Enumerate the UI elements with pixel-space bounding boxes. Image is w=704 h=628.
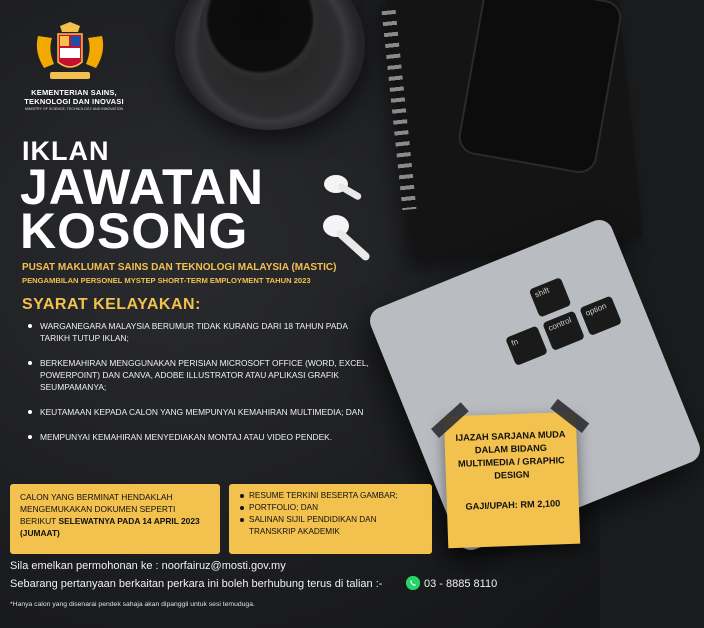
- ministry-name: [14, 88, 134, 112]
- document-item: RESUME TERKINI BESERTA GAMBAR;: [239, 490, 422, 502]
- earbud-icon: [322, 172, 368, 212]
- headline-kosong: KOSONG: [20, 203, 249, 259]
- application-email[interactable]: Sila emelkan permohonan ke : noorfairuz@mosti.gov.my: [10, 560, 286, 572]
- laptop-key: option: [579, 295, 622, 336]
- job-qualification-card: [444, 412, 581, 549]
- ministry-name-line: TEKNOLOGI DAN INOVASI: [24, 97, 124, 106]
- whatsapp-icon: [406, 576, 420, 590]
- job-qualification: IJAZAH SARJANA MUDA DALAM BIDANG MULTIMEDIA / GRAPHIC DESIGN: [455, 429, 566, 481]
- contact-phone-number[interactable]: 03 - 8885 8110: [424, 578, 498, 590]
- application-text: CALON YANG BERMINAT HENDAKLAH MENGEMUKAKAN DOKUMEN SEPERTI BERIKUT: [20, 492, 176, 526]
- requirement-item: WARGANEGARA MALAYSIA BERUMUR TIDAK KURANG DARI 18 TAHUN PADA TARIKH TUTUP IKLAN;: [26, 320, 371, 344]
- headline-jawatan: JAWATAN: [20, 159, 265, 215]
- document-item: PORTFOLIO; DAN: [239, 502, 422, 514]
- ministry-english-name: MINISTRY OF SCIENCE, TECHNOLOGY AND INNOVATION: [24, 107, 124, 111]
- headline-iklan: IKLAN: [22, 136, 110, 166]
- requirement-item: BERKEMAHIRAN MENGGUNAKAN PERISIAN MICROSOFT OFFICE (WORD, EXCEL, POWERPOINT) DAN CANVA, ADOBE ILLUSTRATOR ATAU APLIKASI GRAFIK SEUMPAMANYA;: [26, 357, 371, 393]
- requirements-heading: SYARAT KELAYAKAN:: [22, 296, 201, 313]
- footnote: *Hanya calon yang disenarai pendek sahaja akan dipanggil untuk sesi temuduga.: [10, 601, 255, 608]
- laptop-key: fn: [505, 325, 548, 366]
- required-documents-list: [239, 490, 422, 538]
- malaysia-coat-of-arms-icon: [30, 22, 110, 84]
- requirements-list: [26, 320, 371, 456]
- requirement-item: KEUTAMAAN KEPADA CALON YANG MEMPUNYAI KEMAHIRAN MULTIMEDIA; DAN: [26, 406, 371, 418]
- requirement-item: MEMPUNYAI KEMAHIRAN MENYEDIAKAN MONTAJ ATAU VIDEO PENDEK.: [26, 431, 371, 443]
- programme-subtitle: PENGAMBILAN PERSONEL MYSTEP SHORT-TERM EMPLOYMENT TAHUN 2023: [22, 276, 311, 285]
- job-salary: GAJI/UPAH: RM 2,100: [465, 498, 561, 512]
- laptop-key: shift: [529, 277, 572, 318]
- organisation-name: PUSAT MAKLUMAT SAINS DAN TEKNOLOGI MALAYSIA (MASTIC): [22, 262, 337, 273]
- ministry-name-line: KEMENTERIAN SAINS,: [31, 88, 117, 97]
- document-item: SALINAN SIJIL PENDIDIKAN DAN TRANSKRIP AKADEMIK: [239, 514, 422, 538]
- application-deadline: SELEWATNYA PADA 14 APRIL 2023 (JUMAAT): [20, 516, 200, 538]
- required-documents-box: [229, 484, 432, 554]
- application-instructions-box: [10, 484, 220, 554]
- enquiry-text: Sebarang pertanyaan berkaitan perkara ini boleh berhubung terus di talian :-: [10, 578, 383, 590]
- laptop-key: control: [542, 310, 585, 351]
